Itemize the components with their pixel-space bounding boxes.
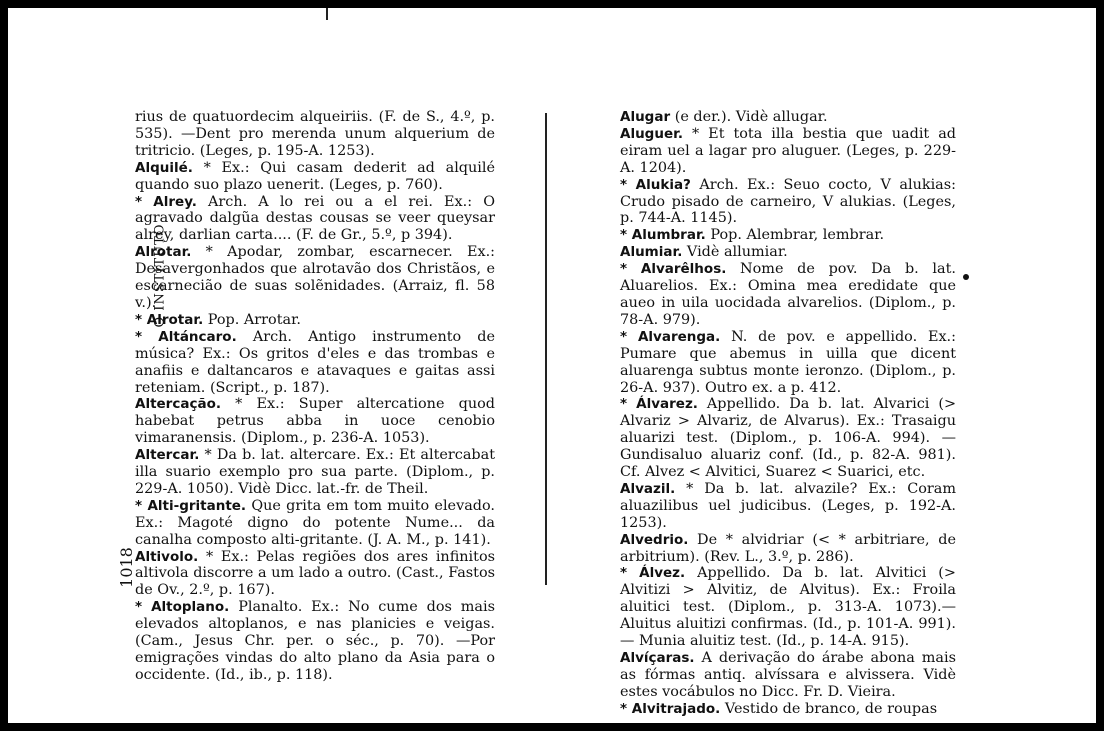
entry-text: Appellido. Da b. lat. Alvarici (> Alvariz > Alvariz, de Alvarus). Ex.: Trasaigu aluarizi test. (Diplom., p. 106-A. 994). — Gundisaluo aluariz conf. (Id., p. 82-A. 981). Cf. Alvez < Alvitici, Suarez < Suarici, etc. — [620, 396, 957, 481]
entry-headword: Aluguer. — [620, 125, 683, 142]
entry-headword: Altivolo. — [135, 548, 199, 565]
entry-headword: * Alrotar. — [135, 311, 204, 328]
dictionary-entry — [620, 532, 956, 566]
dictionary-entry — [620, 177, 956, 228]
entry-text: * Da b. lat. altercare. Ex.: Et altercabat illa suario exemplo pro sua parte. (Diplom., p. 229-A. 1050). Vidè Dicc. lat.-fr. de Theil. — [135, 447, 495, 497]
entry-headword: * Alvarêlhos. — [620, 261, 727, 278]
page-number: 1018 — [116, 547, 136, 588]
right-column — [620, 109, 956, 718]
entry-headword: Altercação. — [135, 396, 221, 413]
entry-text: * Ex.: Pelas regiões dos ares infinitos altivola discorre a um lado a outro. (Cast., Fastos de Ov., 2.º, p. 167). — [135, 548, 495, 599]
entry-headword: * Alrey. — [135, 193, 197, 210]
dictionary-entry — [620, 329, 956, 397]
dictionary-entry — [135, 109, 495, 160]
entry-text: Nome de pov. Da b. lat. Aluarelios. Ex.: Omina mea eredidate que aueo in uila uocidada alvarelios. (Diplom., p. 78-A. 979). — [620, 261, 956, 328]
margin-dot — [963, 274, 969, 280]
entry-headword: * Altáncaro. — [135, 328, 237, 345]
dictionary-entry — [620, 396, 956, 481]
entry-text: Pop. Alembrar, lembrar. — [705, 227, 885, 244]
entry-text: De * alvidriar (< * arbitriare, de arbitrium). (Rev. L., 3.º, p. 286). — [620, 531, 956, 565]
entry-headword: * Alti-gritante. — [135, 497, 247, 514]
entry-text: * Ex.: Super altercatione quod habebat petrus abba in uoce cenobio vimaranensis. (Diplom., p. 236-A. 1053). — [135, 396, 495, 447]
dictionary-entry — [620, 227, 956, 244]
entry-headword: * Alumbrar. — [620, 227, 706, 244]
dictionary-entry — [620, 565, 956, 650]
dictionary-entry — [620, 481, 956, 532]
dictionary-entry — [620, 244, 956, 261]
dictionary-entry — [135, 498, 495, 549]
entry-text: Arch. A lo rei ou a el rei. Ex.: O agravado dalgũa destas cousas se veer queysar alrey, darlian carta.... (F. de Gr., 5.º, p 394). — [135, 193, 495, 244]
entry-headword: * Alvitrajado. — [620, 700, 721, 717]
book-page — [8, 8, 1096, 723]
dictionary-entry — [620, 109, 956, 126]
entry-text: * Apodar, zombar, escarnecer. Ex.: Desavergonhados que alrotavão dos Christãos, e escarnecião de suas solẽnidades. (Arraiz, fl. 58 v.). — [135, 244, 495, 311]
entry-text: rius de quatuordecim alqueiriis. (F. de S., 4.º, p. 535). —Dent pro merenda unum alquerium de tritricio. (Leges, p. 195-A. 1253). — [135, 109, 495, 159]
entry-headword: * Alvarenga. — [620, 328, 721, 345]
entry-text: (e der.). Vidè allugar. — [670, 109, 828, 125]
running-head: O INSTITUTO — [152, 223, 168, 328]
entry-text: * Et tota illa bestia que uadit ad eiram uel a lagar pro aluguer. (Leges, p. 229-A. 1204). — [620, 125, 956, 176]
entry-text: * Da b. lat. alvazile? Ex.: Coram aluazilibus uel judicibus. (Leges, p. 192-A. 1253). — [620, 480, 956, 531]
column-divider — [545, 113, 547, 585]
entry-text: * Ex.: Qui casam dederit ad alquilé quando suo plazo uenerit. (Leges, p. 760). — [135, 159, 495, 193]
entry-text: Que grita em tom muito elevado. Ex.: Magoté digno do potente Nume... da canalha composto alti-gritante. (J. A. M., p. 141). — [135, 497, 495, 548]
dictionary-entry — [135, 549, 495, 600]
dictionary-entry — [135, 312, 495, 329]
entry-text: Pop. Arrotar. — [203, 311, 301, 328]
entry-headword: Alvazil. — [620, 480, 676, 497]
dictionary-entry — [620, 126, 956, 177]
entry-text: N. de pov. e appellido. Ex.: Pumare que abemus in uilla que dicent aluarenga subtus monte ieronzo. (Diplom., p. 26-A. 937). Outro ex. a p. 412. — [620, 328, 956, 396]
entry-text: Arch. Antigo instrumento de música? Ex.: Os gritos d'eles e das trombas e anafiis e daltancaros e atavaques e gaitas assi reteniam. (Script., p. 187). — [135, 328, 496, 396]
entry-headword: * Álvarez. — [620, 396, 698, 413]
entry-headword: Alumiar. — [620, 244, 683, 261]
entry-headword: Alvíçaras. — [620, 650, 695, 666]
dictionary-entry — [620, 701, 956, 718]
dictionary-entry — [135, 160, 495, 194]
dictionary-entry — [135, 194, 495, 245]
entry-headword: Alrotar. — [135, 244, 192, 261]
dictionary-entry — [135, 599, 495, 684]
entry-text: Vidè allumiar. — [682, 244, 788, 261]
entry-text: Appellido. Da b. lat. Alvitici (> Alvitizi > Alvitiz, de Alvitus). Ex.: Froila aluitici test. (Diplom., p. 313-A. 1073).—Aluitus aluitizi confirmas. (Id., p. 101-A. 991). — Munia aluitiz test. (Id., p. 14-A. 915). — [620, 565, 956, 650]
dictionary-entry — [135, 329, 495, 397]
entry-headword: Alquilé. — [135, 159, 193, 176]
dictionary-entry — [620, 650, 956, 701]
entry-headword: * Álvez. — [620, 565, 686, 582]
entry-headword: Alvedrio. — [620, 531, 689, 548]
left-column — [135, 109, 495, 684]
entry-text: Arch. Ex.: Seuo cocto, V alukias: Crudo pisado de carneiro, V alukias. (Leges, p. 744-A. 1145). — [620, 176, 956, 227]
entry-text: Planalto. Ex.: No cume dos mais elevados altoplanos, e nas planicies e veigas. (Cam., Jesus Chr. per. o séc., p. 70). —Por emigrações vindas do alto plano da Asia para o occidente. (Id., ib., p. 118). — [135, 599, 495, 683]
entry-text: A derivação do árabe abona mais as fórmas antiq. alvíssara e alvissera. Vidè estes vocábulos no Dicc. Fr. D. Vieira. — [620, 650, 956, 700]
entry-text: Vestido de branco, de roupas — [720, 700, 938, 717]
entry-headword: * Altoplano. — [135, 599, 230, 616]
dictionary-entry — [135, 447, 495, 498]
dictionary-entry — [135, 244, 495, 312]
entry-headword: * Alukia? — [620, 176, 691, 193]
dictionary-entry — [620, 261, 956, 329]
dictionary-entry — [135, 396, 495, 447]
entry-headword: Alugar — [620, 109, 671, 125]
top-edge-mark — [326, 8, 328, 20]
entry-headword: Altercar. — [135, 447, 200, 464]
